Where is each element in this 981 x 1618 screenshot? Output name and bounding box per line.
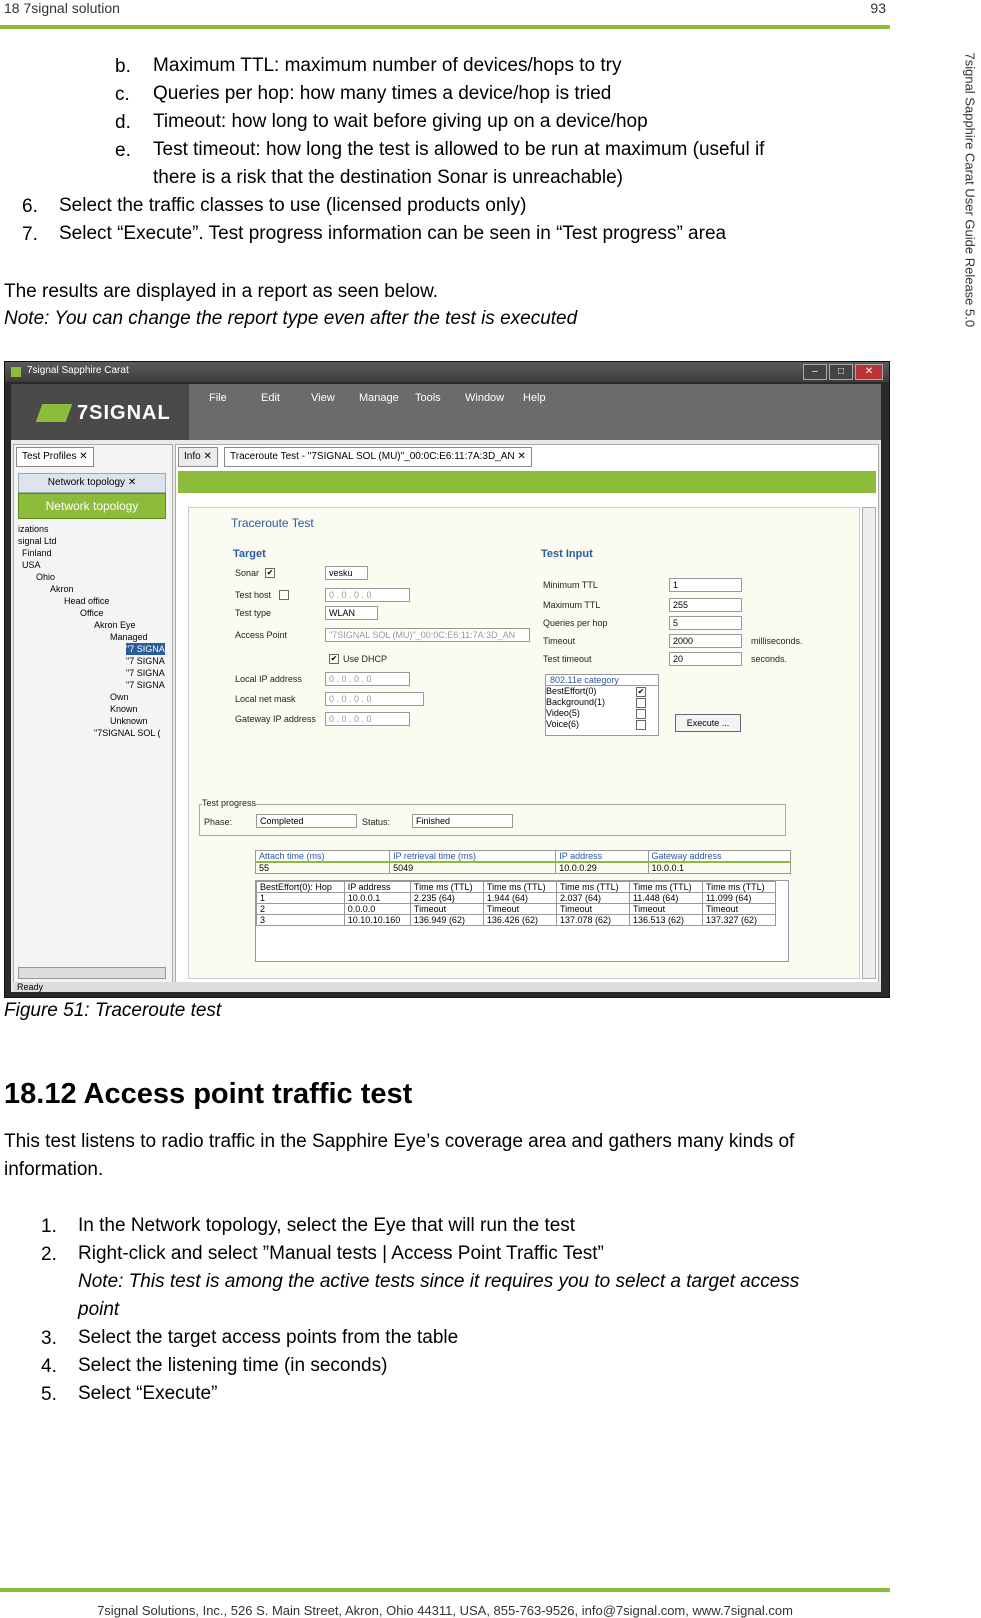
header-chapter: 18 7signal solution <box>4 0 120 16</box>
table-cell: Timeout <box>629 904 702 915</box>
section-intro-continued: information. <box>4 1159 104 1180</box>
hop-header: Time ms (TTL) <box>629 882 702 893</box>
logo-mark-icon <box>36 404 73 422</box>
hop-table-container <box>255 880 789 962</box>
sonar-label: Sonar <box>235 568 260 578</box>
footer-rule <box>0 1588 890 1592</box>
list-item: Timeout: how long to wait before giving up on a device/hop <box>153 111 648 132</box>
test-progress-heading: Test progress <box>202 798 257 808</box>
section-intro: This test listens to radio traffic in the Sapphire Eye’s coverage area and gathers many kinds of <box>4 1131 795 1152</box>
category-checkbox[interactable] <box>636 698 646 708</box>
table-cell: 10.0.0.29 <box>556 862 648 874</box>
horizontal-scrollbar[interactable] <box>18 967 166 979</box>
brand-logo <box>11 384 189 440</box>
section-title: 18.12 Access point traffic test <box>4 1078 413 1110</box>
table-cell: 11.099 (64) <box>702 893 775 904</box>
status-bar: Ready <box>13 982 881 992</box>
target-heading: Target <box>233 548 266 560</box>
category-row[interactable]: BestEffort(0) ✔ <box>546 686 645 696</box>
list-marker: e. <box>115 140 131 161</box>
local-mask-label: Local net mask <box>235 694 296 704</box>
menu-window[interactable]: Window <box>465 392 505 404</box>
tree-item[interactable]: "7 SIGNA <box>126 668 165 678</box>
step-number: 2. <box>41 1244 57 1265</box>
table-row <box>257 915 776 926</box>
queries-per-hop-input[interactable]: 5 <box>669 616 742 630</box>
category-box <box>545 674 659 736</box>
form-title: Traceroute Test <box>231 516 314 530</box>
step-number: 3. <box>41 1328 57 1349</box>
input-label: Queries per hop <box>543 618 608 628</box>
tree-item[interactable]: "7SIGNAL SOL ( <box>94 728 161 738</box>
tree-item[interactable]: Head office <box>64 596 110 606</box>
table-cell: 137.078 (62) <box>556 915 629 926</box>
window-titlebar <box>5 362 889 382</box>
category-checkbox[interactable] <box>636 709 646 719</box>
menu-file[interactable]: File <box>209 392 227 404</box>
hop-table <box>256 881 776 926</box>
step-number: 5. <box>41 1384 57 1405</box>
app-window <box>11 384 881 992</box>
step-text: Select “Execute” <box>78 1383 218 1404</box>
hop-header: Time ms (TTL) <box>556 882 629 893</box>
tree-item[interactable]: "7 SIGNA <box>126 656 165 666</box>
table-cell: 2.235 (64) <box>410 893 483 904</box>
category-row[interactable]: Video(5) <box>546 708 658 719</box>
step-text: In the Network topology, select the Eye that will run the test <box>78 1215 576 1236</box>
app-icon <box>11 367 21 377</box>
table-cell: 136.513 (62) <box>629 915 702 926</box>
sonar-select[interactable]: vesku <box>325 566 368 580</box>
menu-view[interactable]: View <box>311 392 335 404</box>
summary-header: Attach time (ms) <box>256 851 390 863</box>
left-panel <box>13 444 173 984</box>
tab-traceroute-test[interactable]: Traceroute Test - "7SIGNAL SOL (MU)"_00:0C:E6:11:7A:3D_AN ✕ <box>224 447 532 467</box>
tree-item[interactable]: Ohio <box>36 572 56 582</box>
step-note: Note: This test is among the active tests since it requires you to select a target access <box>78 1271 800 1292</box>
list-item-continued: there is a risk that the destination Sonar is unreachable) <box>153 167 623 188</box>
sonar-checkbox[interactable]: ✔ <box>266 568 274 577</box>
tree-item[interactable]: Known <box>110 704 138 714</box>
summary-table <box>255 850 791 874</box>
topology-tree <box>18 523 168 739</box>
tree-item[interactable]: Own <box>110 692 129 702</box>
results-text: The results are displayed in a report as seen below. <box>4 281 439 302</box>
category-checkbox[interactable]: ✔ <box>637 687 645 696</box>
category-checkbox[interactable] <box>636 720 646 730</box>
table-cell: Timeout <box>410 904 483 915</box>
list-item: Test timeout: how long the test is allowed to be run at maximum (useful if <box>153 139 765 160</box>
input-label: Maximum TTL <box>543 600 601 610</box>
traceroute-form <box>188 507 860 979</box>
list-marker: b. <box>115 56 131 77</box>
window-title: 7signal Sapphire Carat <box>27 365 129 376</box>
table-cell: 55 <box>256 862 390 874</box>
header-rule <box>0 25 890 29</box>
execute-button[interactable]: Execute ... <box>675 714 741 732</box>
table-cell: Timeout <box>702 904 775 915</box>
gateway-ip-input[interactable]: 0 . 0 . 0 . 0 <box>325 712 410 726</box>
table-cell: 137.327 (62) <box>702 915 775 926</box>
tree-item[interactable]: Akron <box>50 584 74 594</box>
vertical-scrollbar[interactable] <box>862 507 876 979</box>
category-row[interactable]: Voice(6) <box>546 719 658 730</box>
table-cell: 10.0.0.1 <box>344 893 410 904</box>
phase-label: Phase: <box>204 817 233 827</box>
summary-header: IP address <box>556 851 648 863</box>
test-input-heading: Test Input <box>541 548 593 560</box>
tree-item[interactable]: Akron Eye <box>94 620 136 630</box>
note-text: Note: You can change the report type even after the test is executed <box>4 308 578 329</box>
hop-header: IP address <box>344 882 410 893</box>
list-item: Queries per hop: how many times a device/hop is tried <box>153 83 612 104</box>
list-item: Maximum TTL: maximum number of devices/hops to try <box>153 55 622 76</box>
max-ttl-input[interactable]: 255 <box>669 598 742 612</box>
list-marker: 7. <box>22 224 38 245</box>
figure-caption: Figure 51: Traceroute test <box>4 1000 222 1021</box>
status-label: Status: <box>362 817 391 827</box>
table-cell: 136.426 (62) <box>483 915 556 926</box>
test-progress-group <box>199 798 786 836</box>
test-host-ip[interactable]: 0 . 0 . 0 . 0 <box>325 588 410 602</box>
table-row <box>256 862 791 874</box>
side-title: 7signal Sapphire Carat User Guide Release 5.0 <box>962 52 978 328</box>
table-cell: 10.10.10.160 <box>344 915 410 926</box>
table-cell: 10.0.0.1 <box>648 862 791 874</box>
min-ttl-input[interactable]: 1 <box>669 578 742 592</box>
access-point-label: Access Point <box>235 630 288 640</box>
tab-network-topology[interactable]: Network topology ✕ <box>18 473 166 493</box>
access-point-select[interactable]: "7SIGNAL SOL (MU)"_00:0C:E6:11:7A:3D_AN <box>325 628 530 642</box>
phase-value: Completed <box>256 814 357 828</box>
hop-header: Time ms (TTL) <box>410 882 483 893</box>
table-cell: Timeout <box>483 904 556 915</box>
category-row[interactable]: Background(1) <box>546 697 658 708</box>
list-marker: c. <box>115 84 130 105</box>
page-header <box>0 0 890 22</box>
status-value: Finished <box>412 814 513 828</box>
menu-tools[interactable]: Tools <box>415 392 441 404</box>
table-cell: 11.448 (64) <box>629 893 702 904</box>
table-cell: Timeout <box>556 904 629 915</box>
test-timeout-unit: seconds. <box>751 654 788 664</box>
table-cell: 2 <box>257 904 345 915</box>
close-icon[interactable]: ✕ <box>855 364 883 380</box>
table-cell: 5049 <box>390 862 556 874</box>
tree-item[interactable]: Managed <box>110 632 148 642</box>
menu-bar <box>189 384 881 440</box>
step-note-continued: point <box>78 1299 120 1320</box>
tab-test-profiles[interactable]: Test Profiles ✕ <box>16 447 94 467</box>
step-text: Select the target access points from the table <box>78 1327 459 1348</box>
maximize-icon[interactable]: □ <box>829 364 853 380</box>
step-number: 4. <box>41 1356 57 1377</box>
local-ip-label: Local IP address <box>235 674 302 684</box>
input-label: Test timeout <box>543 654 592 664</box>
tree-item[interactable]: USA <box>22 560 41 570</box>
table-cell: 1.944 (64) <box>483 893 556 904</box>
table-cell: 1 <box>257 893 345 904</box>
hop-header: Time ms (TTL) <box>483 882 556 893</box>
minimize-icon[interactable]: – <box>803 364 827 380</box>
table-row <box>257 904 776 915</box>
list-item: Select the traffic classes to use (licensed products only) <box>59 195 527 216</box>
step-text: Right-click and select ”Manual tests | Access Point Traffic Test” <box>78 1243 604 1264</box>
list-item: Select “Execute”. Test progress information can be seen in “Test progress” area <box>59 223 727 244</box>
tree-item[interactable]: Unknown <box>110 716 148 726</box>
menu-edit[interactable]: Edit <box>261 392 280 404</box>
tree-item-selected[interactable]: "7 SIGNA <box>126 644 165 654</box>
gateway-ip-label: Gateway IP address <box>235 714 316 724</box>
tree-item[interactable]: izations <box>18 524 49 534</box>
hop-header: Time ms (TTL) <box>702 882 775 893</box>
input-label: Timeout <box>543 636 576 646</box>
summary-header: IP retrieval time (ms) <box>390 851 556 863</box>
local-ip-input[interactable]: 0 . 0 . 0 . 0 <box>325 672 410 686</box>
menu-manage[interactable]: Manage <box>359 392 399 404</box>
right-panel <box>175 444 879 986</box>
table-cell: 3 <box>257 915 345 926</box>
tree-item[interactable]: "7 SIGNA <box>126 680 165 690</box>
menu-help[interactable]: Help <box>523 392 546 404</box>
use-dhcp-checkbox[interactable]: ✔ <box>330 654 338 663</box>
tree-item[interactable]: Office <box>80 608 104 618</box>
step-number: 1. <box>41 1216 57 1237</box>
list-marker: d. <box>115 112 131 133</box>
list-marker: 6. <box>22 196 38 217</box>
table-cell: 2.037 (64) <box>556 893 629 904</box>
tab-info[interactable]: Info ✕ <box>178 447 218 467</box>
timeout-unit: milliseconds. <box>751 636 803 646</box>
test-type-select[interactable]: WLAN <box>325 606 378 620</box>
tree-item[interactable]: signal Ltd <box>18 536 57 546</box>
timeout-input[interactable]: 2000 <box>669 634 742 648</box>
tree-item[interactable]: Finland <box>22 548 52 558</box>
header-page-number: 93 <box>870 0 886 16</box>
logo-text: 7SIGNAL <box>77 402 171 424</box>
traceroute-screenshot <box>4 361 890 998</box>
test-host-label: Test host <box>235 590 272 600</box>
local-mask-input[interactable]: 0 . 0 . 0 . 0 <box>325 692 424 706</box>
page-footer: 7signal Solutions, Inc., 526 S. Main Street, Akron, Ohio 44311, USA, 855-763-9526, info@7signal.com, www.7signal.com <box>97 1603 793 1618</box>
table-row <box>257 893 776 904</box>
network-topology-button[interactable]: Network topology <box>18 493 166 519</box>
toolbar-bar <box>178 471 876 493</box>
test-type-label: Test type <box>235 608 272 618</box>
use-dhcp-label: Use DHCP <box>343 654 388 664</box>
summary-header: Gateway address <box>648 851 791 863</box>
category-heading: 802.11e category <box>546 675 658 686</box>
table-cell: 0.0.0.0 <box>344 904 410 915</box>
step-text: Select the listening time (in seconds) <box>78 1355 388 1376</box>
table-cell: 136.949 (62) <box>410 915 483 926</box>
hop-header: BestEffort(0): Hop <box>257 882 345 893</box>
test-timeout-input[interactable]: 20 <box>669 652 742 666</box>
input-label: Minimum TTL <box>543 580 598 590</box>
test-host-checkbox[interactable] <box>279 590 289 600</box>
